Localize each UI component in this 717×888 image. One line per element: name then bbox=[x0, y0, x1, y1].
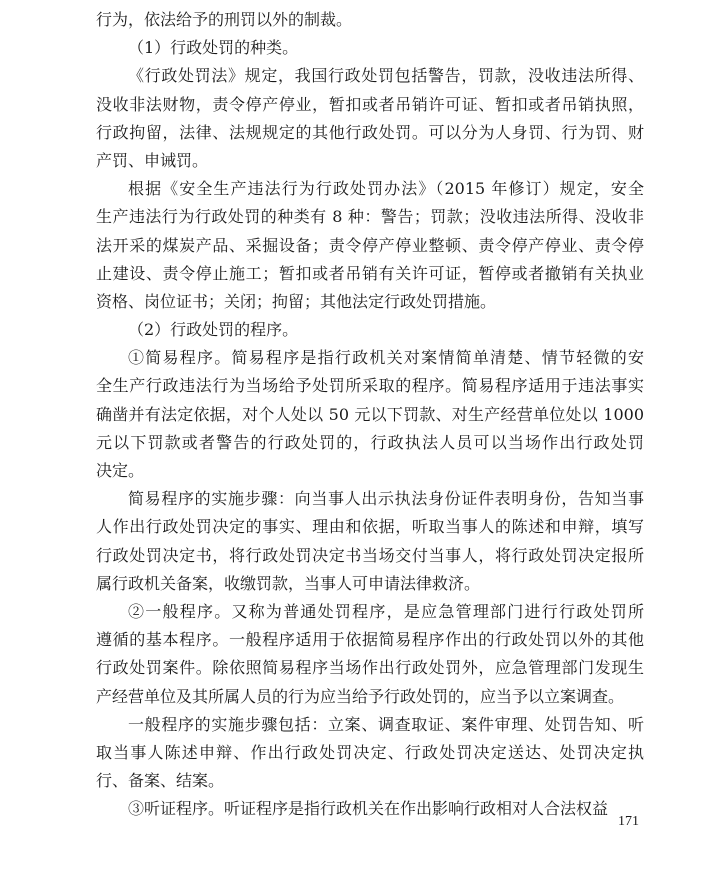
paragraph bbox=[96, 6, 644, 34]
text-line: 属行政机关备案，收缴罚款，当事人可申请法律救济。 bbox=[96, 573, 481, 593]
text-line: 法开采的煤炭产品、采掘设备；责令停产停业整顿、责令停产停业、责令停 bbox=[96, 235, 644, 255]
text-line: 一般程序的实施步骤包括：立案、调查取证、案件审理、处罚告知、听 bbox=[128, 714, 644, 734]
text-line: 产罚、申诫罚。 bbox=[96, 150, 209, 170]
paragraph bbox=[96, 485, 644, 598]
paragraph bbox=[96, 62, 644, 175]
text-line: 行、备案、结案。 bbox=[96, 771, 225, 791]
text-line: 确凿并有法定依据，对个人处以 50 元以下罚款、对生产经营单位处以 1000 bbox=[96, 404, 644, 424]
text-line: 没收非法财物，责令停产停业，暂扣或者吊销许可证、暂扣或者吊销执照， bbox=[96, 94, 644, 114]
text-line: ①简易程序。简易程序是指行政机关对案情简单清楚、情节轻微的安 bbox=[128, 348, 644, 368]
text-line: 决定。 bbox=[96, 461, 145, 480]
paragraph bbox=[96, 34, 644, 62]
text-line: 行政处罚案件。除依照简易程序当场作出行政处罚外，应急管理部门发现生 bbox=[96, 658, 644, 678]
text-line: 资格、岗位证书；关闭；拘留；其他法定行政处罚措施。 bbox=[96, 291, 497, 311]
text-line: ②一般程序。又称为普通处罚程序，是应急管理部门进行行政处罚所 bbox=[128, 601, 644, 621]
text-line: 行政处罚决定书，将行政处罚决定书当场交付当事人，将行政处罚决定报所 bbox=[96, 545, 644, 565]
paragraph bbox=[96, 316, 644, 344]
text-line: 人作出行政处罚决定的事实、理由和依据，听取当事人的陈述和申辩，填写 bbox=[96, 517, 644, 537]
paragraph bbox=[96, 175, 644, 316]
text-line: 全生产行政违法行为当场给予处罚所采取的程序。简易程序适用于违法事实 bbox=[96, 376, 644, 396]
text-line: 生产违法行为行政处罚的种类有 8 种：警告；罚款；没收违法所得、没收非 bbox=[96, 207, 644, 227]
text-line: 行为，依法给予的刑罚以外的制裁。 bbox=[96, 10, 353, 29]
paragraph bbox=[96, 711, 644, 796]
text-line: ③听证程序。听证程序是指行政机关在作出影响行政相对人合法权益 bbox=[128, 799, 609, 819]
page-body bbox=[96, 6, 644, 823]
text-line: （1）行政处罚的种类。 bbox=[128, 38, 299, 58]
page-number: 171 bbox=[618, 814, 639, 829]
text-line: 产经营单位及其所属人员的行为应当给予行政处罚的，应当予以立案调查。 bbox=[96, 686, 625, 706]
text-line: 取当事人陈述申辩、作出行政处罚决定、行政处罚决定送达、处罚决定执 bbox=[96, 742, 644, 762]
paragraph bbox=[96, 795, 644, 823]
text-line: 根据《安全生产违法行为行政处罚办法》（2015 年修订）规定，安全 bbox=[128, 179, 644, 199]
paragraph bbox=[96, 344, 644, 485]
text-line: 元以下罚款或者警告的行政处罚的，行政执法人员可以当场作出行政处罚 bbox=[96, 432, 644, 452]
text-line: （2）行政处罚的程序。 bbox=[128, 320, 299, 340]
text-line: 《行政处罚法》规定，我国行政处罚包括警告，罚款，没收违法所得、 bbox=[128, 66, 644, 86]
text-line: 行政拘留，法律、法规规定的其他行政处罚。可以分为人身罚、行为罚、财 bbox=[96, 122, 644, 142]
text-line: 遵循的基本程序。一般程序适用于依据简易程序作出的行政处罚以外的其他 bbox=[96, 630, 644, 650]
paragraph bbox=[96, 598, 644, 711]
text-line: 简易程序的实施步骤：向当事人出示执法身份证件表明身份，告知当事 bbox=[128, 489, 644, 509]
text-line: 止建设、责令停止施工；暂扣或者吊销有关许可证，暂停或者撤销有关执业 bbox=[96, 263, 644, 283]
